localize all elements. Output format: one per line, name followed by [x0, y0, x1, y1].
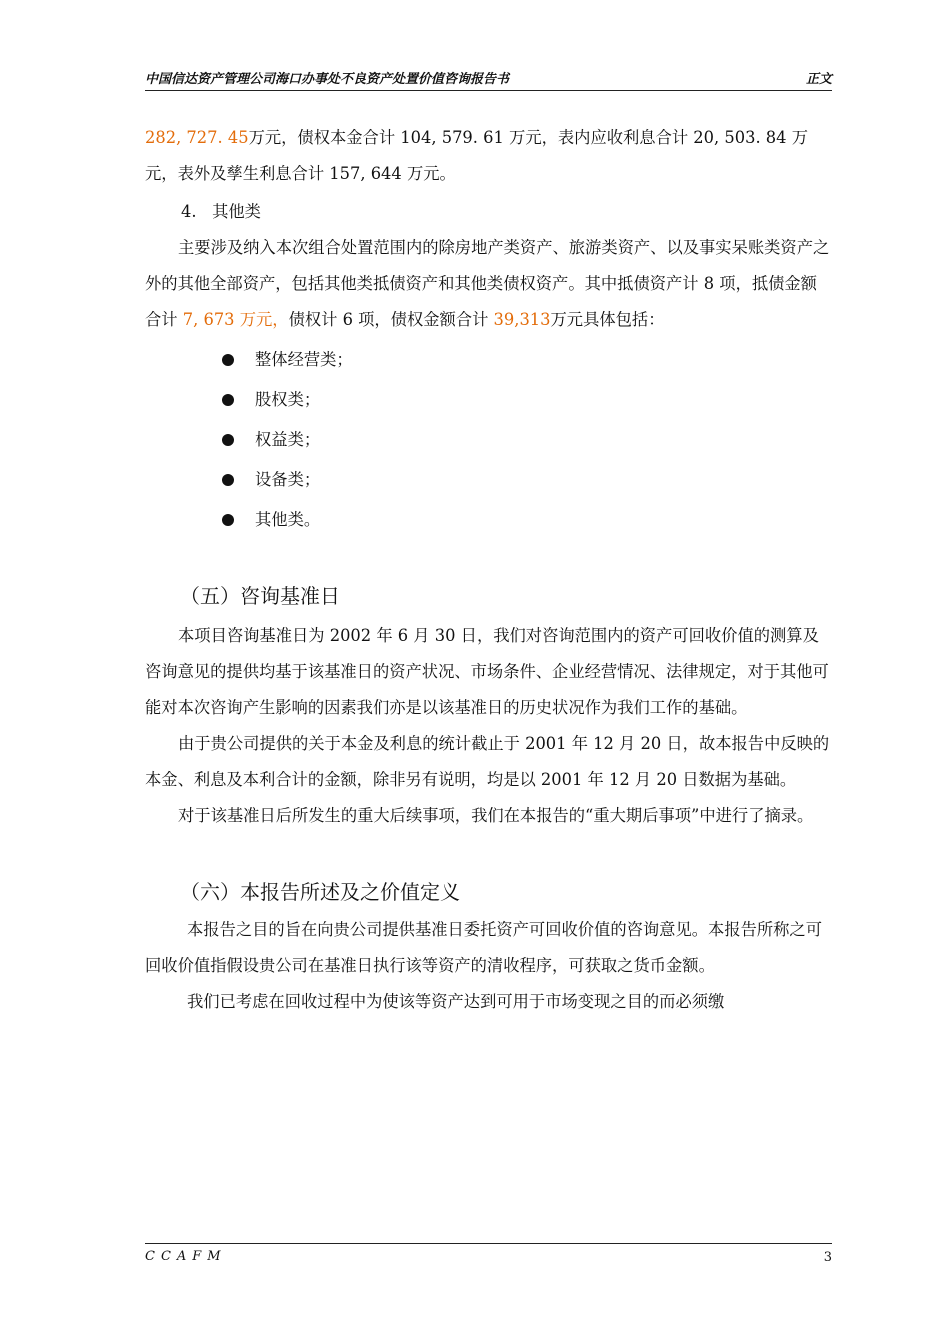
list-item-label: 整体经营类；: [255, 350, 353, 369]
item-heading-4: [145, 194, 832, 230]
amount-highlight-b: 39,313: [493, 310, 551, 329]
paragraph-other-text-c: 万元具体包括：: [550, 310, 665, 329]
list-item: [145, 380, 832, 420]
bullet-list: [145, 340, 832, 540]
bullet-icon: [222, 434, 234, 446]
section-heading-6: （六）本报告所述及之价值定义: [180, 880, 460, 904]
paragraph-recovery-costs: 我们已考虑在回收过程中为使该等资产达到可用于市场变现之目的而必须缴: [187, 992, 725, 1011]
paragraph-totals-text: 万元，债权本金合计 104, 579. 61 万元，表内应收利息合计 20, 503. 84 万元，表外及孳生利息合计 157, 644 万元。: [145, 128, 808, 183]
item-label: 其他类: [212, 202, 261, 221]
page-footer: [145, 1243, 832, 1266]
bullet-icon: [222, 354, 234, 366]
list-item-label: 股权类；: [255, 390, 321, 409]
header-section: 正文: [805, 72, 832, 87]
paragraph-other-text-b: 债权计 6 项，债权金额合计: [288, 310, 494, 329]
list-item-label: 其他类。: [255, 510, 321, 529]
bullet-icon: [222, 474, 234, 486]
section-heading-5: （五）咨询基准日: [180, 584, 340, 608]
footer-logo-text: CCAFM: [145, 1249, 227, 1264]
page-header: [145, 70, 832, 91]
list-item: [145, 340, 832, 380]
body-content: [145, 120, 832, 1020]
item-number: 4.: [181, 202, 197, 221]
amount-highlight-a: 7, 673 万元，: [182, 310, 289, 329]
list-item-label: 权益类；: [255, 430, 321, 449]
paragraph-base-date: 本项目咨询基准日为 2002 年 6 月 30 日，我们对咨询范围内的资产可回收价值的测算及咨询意见的提供均基于该基准日的资产状况、市场条件、企业经营情况、法律规定，对于其他可能对本次咨询产生影响的因素我们亦是以该基准日的历史状况作为我们工作的基础。: [145, 626, 829, 717]
amount-total-highlight: 282, 727. 45: [145, 128, 249, 147]
paragraph-totals: [145, 120, 832, 192]
list-item: [145, 500, 832, 540]
list-item: [145, 460, 832, 500]
paragraph-statistics-cutoff: 由于贵公司提供的关于本金及利息的统计截止于 2001 年 12 月 20 日，故本报告中反映的本金、利息及本利合计的金额，除非另有说明，均是以 2001 年 12 月 20 日数据为基础。: [145, 734, 830, 789]
bullet-icon: [222, 394, 234, 406]
paragraph-value-definition: 本报告之目的旨在向贵公司提供基准日委托资产可回收价值的咨询意见。本报告所称之可回收价值指假设贵公司在基准日执行该等资产的清收程序，可获取之货币金额。: [145, 920, 822, 975]
header-title: 中国信达资产管理公司海口办事处不良资产处置价值咨询报告书: [145, 72, 510, 87]
list-item-label: 设备类；: [255, 470, 321, 489]
paragraph-other-assets: [145, 230, 832, 338]
bullet-icon: [222, 514, 234, 526]
page-number: 3: [823, 1250, 832, 1265]
list-item: [145, 420, 832, 460]
paragraph-subsequent-events: 对于该基准日后所发生的重大后续事项，我们在本报告的“重大期后事项”中进行了摘录。: [178, 806, 814, 825]
paragraph-other-text-a: 主要涉及纳入本次组合处置范围内的除房地产类资产、旅游类资产、以及事实呆账类资产之外的其他全部资产，包括其他类抵债资产和其他类债权资产。其中抵债资产计 8 项，抵债金额合计: [145, 238, 830, 329]
